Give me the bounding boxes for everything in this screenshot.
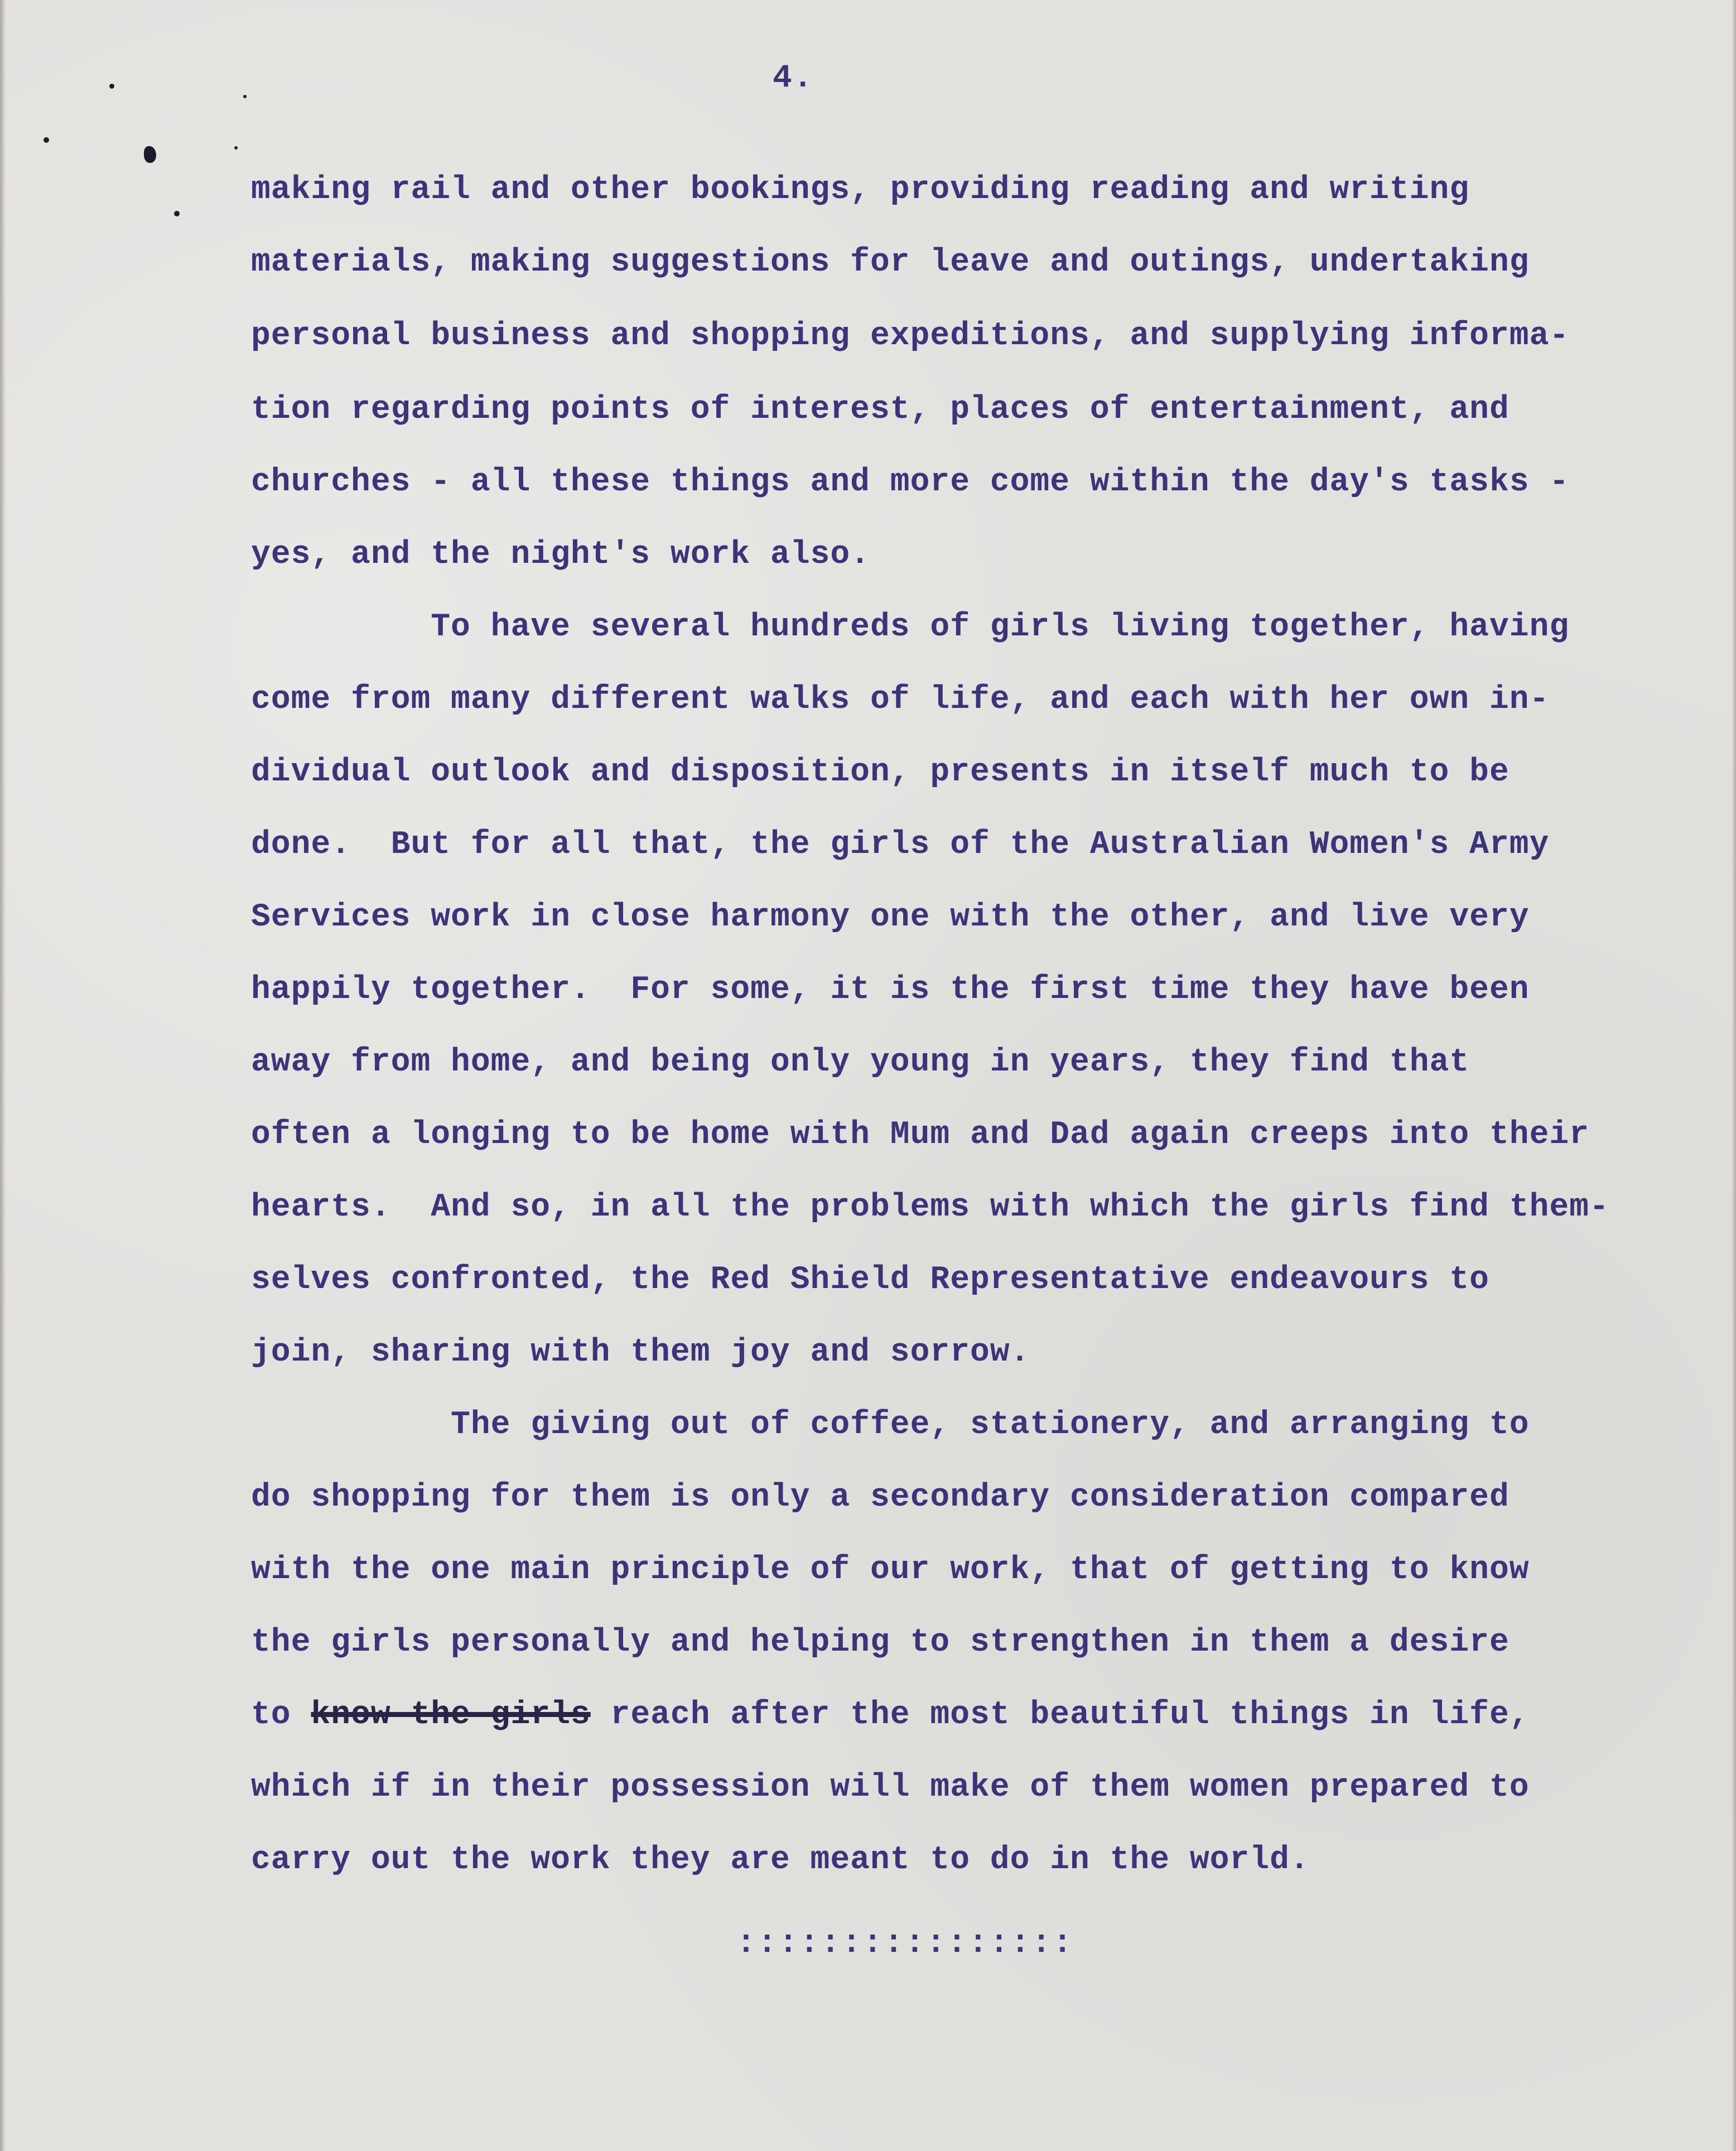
- body-line: away from home, and being only young in years, they find that: [251, 1044, 1470, 1081]
- body-line: materials, making suggestions for leave and outings, undertaking: [251, 244, 1530, 281]
- body-line: dividual outlook and disposition, presents in itself much to be: [251, 754, 1510, 790]
- body-line: happily together. For some, it is the first time they have been: [251, 972, 1530, 1008]
- body-line: churches - all these things and more come within the day's tasks -: [251, 464, 1570, 500]
- body-line: come from many different walks of life, and each with her own in-: [251, 682, 1550, 718]
- ink-speck: [44, 137, 49, 143]
- ink-speck: [174, 211, 180, 216]
- body-line: which if in their possession will make of them women prepared to: [251, 1769, 1530, 1806]
- ink-speck: [243, 95, 247, 98]
- body-line: The giving out of coffee, stationery, and arranging to: [251, 1407, 1530, 1443]
- body-line: done. But for all that, the girls of the Australian Women's Army: [251, 827, 1550, 863]
- body-line: tion regarding points of interest, places of entertainment, and: [251, 392, 1510, 428]
- page-left-edge: [0, 0, 6, 2151]
- body-line: making rail and other bookings, providing reading and writing: [251, 172, 1470, 208]
- body-line: selves confronted, the Red Shield Representative endeavours to: [251, 1262, 1489, 1298]
- body-line: carry out the work they are meant to do in the world.: [251, 1842, 1310, 1878]
- page-number: 4.: [773, 60, 814, 97]
- body-line: the girls personally and helping to strengthen in them a desire: [251, 1624, 1510, 1661]
- end-separator: ::::::::::::::::: [736, 1926, 1074, 1962]
- line-suffix: reach after the most beautiful things in life,: [590, 1697, 1530, 1733]
- body-line: yes, and the night's work also.: [251, 537, 870, 573]
- body-line-with-strikeout: [251, 1699, 1530, 1732]
- body-line: often a longing to be home with Mum and Dad again creeps into their: [251, 1117, 1589, 1153]
- body-line: personal business and shopping expeditions, and supplying informa-: [251, 318, 1570, 354]
- body-line: To have several hundreds of girls living together, having: [251, 609, 1570, 645]
- ink-speck: [144, 146, 156, 163]
- body-line: with the one main principle of our work, that of getting to know: [251, 1552, 1530, 1588]
- body-line: hearts. And so, in all the problems with which the girls find them-: [251, 1189, 1609, 1226]
- ink-speck: [234, 146, 238, 149]
- struck-out-text: know the girls: [311, 1697, 591, 1733]
- page-right-edge: [1732, 0, 1736, 2151]
- ink-speck: [109, 84, 114, 89]
- line-prefix: to: [251, 1697, 311, 1733]
- body-line: do shopping for them is only a secondary consideration compared: [251, 1479, 1510, 1516]
- body-line: join, sharing with them joy and sorrow.: [251, 1334, 1030, 1371]
- body-line: Services work in close harmony one with the other, and live very: [251, 899, 1530, 935]
